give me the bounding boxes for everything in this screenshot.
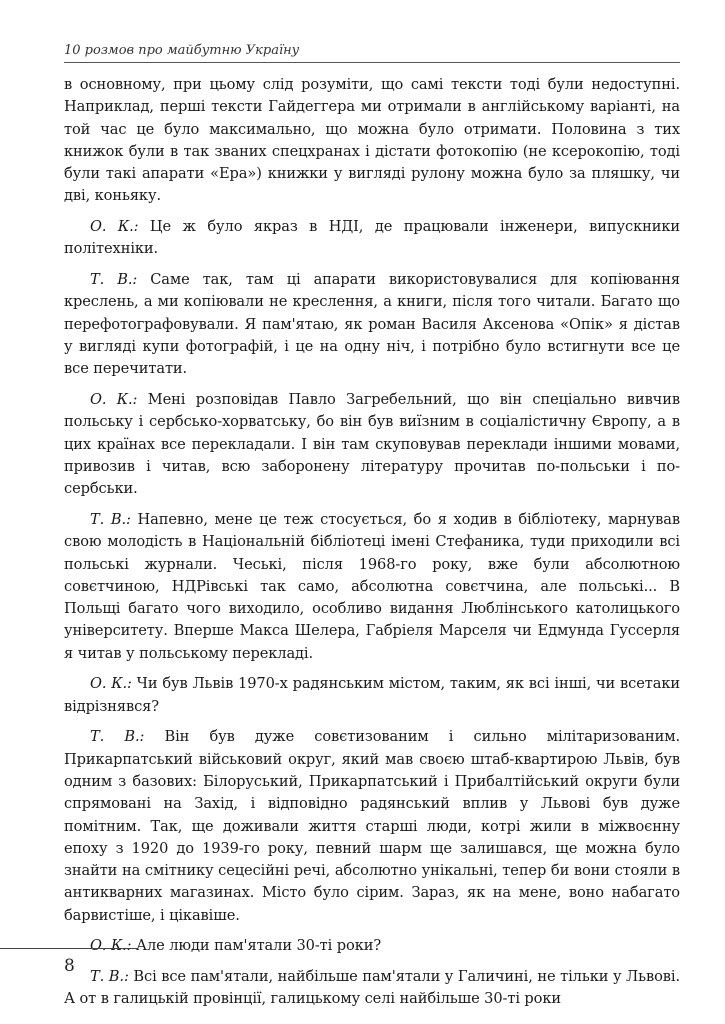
speaker-label: Т. В.: xyxy=(90,510,131,528)
paragraph-text: Він був дуже совєтизованим і сильно мілітаризованим. Прикарпатський військовий округ, який мав своєю штаб-квартирою Львів, був одним з базових: Білоруський, Прикарпатський і Прибалтійський округи були спрямовані на Захід, і відповідно радянський вплив у Львові був дуже помітним. Так, ще доживали життя старші люди, котрі жили в міжвоєнну епоху з 1920 до 1939-го року, певний шарм ще залишався, ще можна було знайти на смітнику сецесійні речі, абсолютно унікальні, тепер би вони стояли в антикварних магазинах. Місто було сірим. Зараз, як на мене, воно набагато барвистіше, і цікавіше. xyxy=(64,728,680,924)
speaker-label: О. К.: xyxy=(90,675,132,693)
dialogue-paragraph xyxy=(64,389,680,500)
speaker-label: О. К.: xyxy=(90,218,139,236)
dialogue-paragraph xyxy=(64,966,680,1011)
dialogue-paragraph xyxy=(64,935,680,957)
dialogue-paragraph xyxy=(64,269,680,380)
dialogue-paragraph xyxy=(64,216,680,261)
speaker-label: Т. В.: xyxy=(90,271,138,289)
paragraph-text: Мені розповідав Павло Загребельний, що він спеціально вивчив польську і сербсько-хорватську, бо він був виїзним в соціалістичну Європу, а в цих країнах все перекладали. І він там скуповував переклади іншими мовами, привозив і читав, всю заборонену літературу прочитав по-польськи і по-сербськи. xyxy=(64,391,680,498)
paragraph-text: в основному, при цьому слід розуміти, що самі тексти тоді були недоступні. Наприклад, перші тексти Гайдеггера ми отримали в англійському варіанті, на той час це було максимально, що можна було отримати. Половина з тих книжок були в так званих спецхранах і дістати фотокопію (не ксерокопію, тоді були такі апарати «Ера») книжки у вигляді рулону можна було за пляшку, чи дві, коньяку. xyxy=(64,76,680,205)
paragraph-text: Напевно, мене це теж стосується, бо я ходив в бібліотеку, марнував свою молодість в Національній бібліотеці імені Стефаника, туди приходили всі польські журнали. Чеські, після 1968-го року, вже були абсолютною совєтчиною, НДРівські так само, абсолютна совєтчина, але польські... В Польщі багато чого виходило, особливо видання Люблінського католицького університету. Вперше Макса Шелера, Габріеля Марселя чи Едмунда Гуссерля я читав у польському перекладі. xyxy=(64,510,680,662)
running-head xyxy=(64,43,680,63)
body-text xyxy=(64,74,680,1019)
speaker-label: Т. В.: xyxy=(90,728,145,746)
speaker-label: Т. В.: xyxy=(90,968,129,986)
paragraph-text: Всі все пам'ятали, найбільше пам'ятали у Галичині, не тільки у Львові. А от в галицькій провінції, галицькому селі найбільше 30-ті роки xyxy=(64,968,680,1008)
paragraph-text: Саме так, там ці апарати використовувалися для копіювання креслень, а ми копіювали не креслення, а книги, після того читали. Багато що перефотографовували. Я пам'ятаю, як роман Василя Аксенова «Опік» я дістав у вигляді купи фотографій, і це на одну ніч, і потрібно було встигнути все це все перечитати. xyxy=(64,271,680,378)
speaker-label: О. К.: xyxy=(90,391,138,409)
dialogue-paragraph xyxy=(64,509,680,665)
page-number: 8 xyxy=(64,956,75,976)
speaker-label: О. К.: xyxy=(90,937,132,955)
running-head-title: 10 розмов про майбутню Україну xyxy=(64,43,300,58)
paragraph-text: Але люди пам'ятали 30-ті роки? xyxy=(136,937,382,955)
paragraph-continuation xyxy=(64,74,680,208)
dialogue-paragraph xyxy=(64,673,680,718)
paragraph-text: Це ж було якраз в НДІ, де працювали інженери, випускники політехніки. xyxy=(64,218,681,258)
footer-divider xyxy=(0,948,138,949)
dialogue-paragraph xyxy=(64,726,680,927)
paragraph-text: Чи був Львів 1970-х радянським містом, таким, як всі інші, чи всетаки відрізнявся? xyxy=(64,675,680,715)
